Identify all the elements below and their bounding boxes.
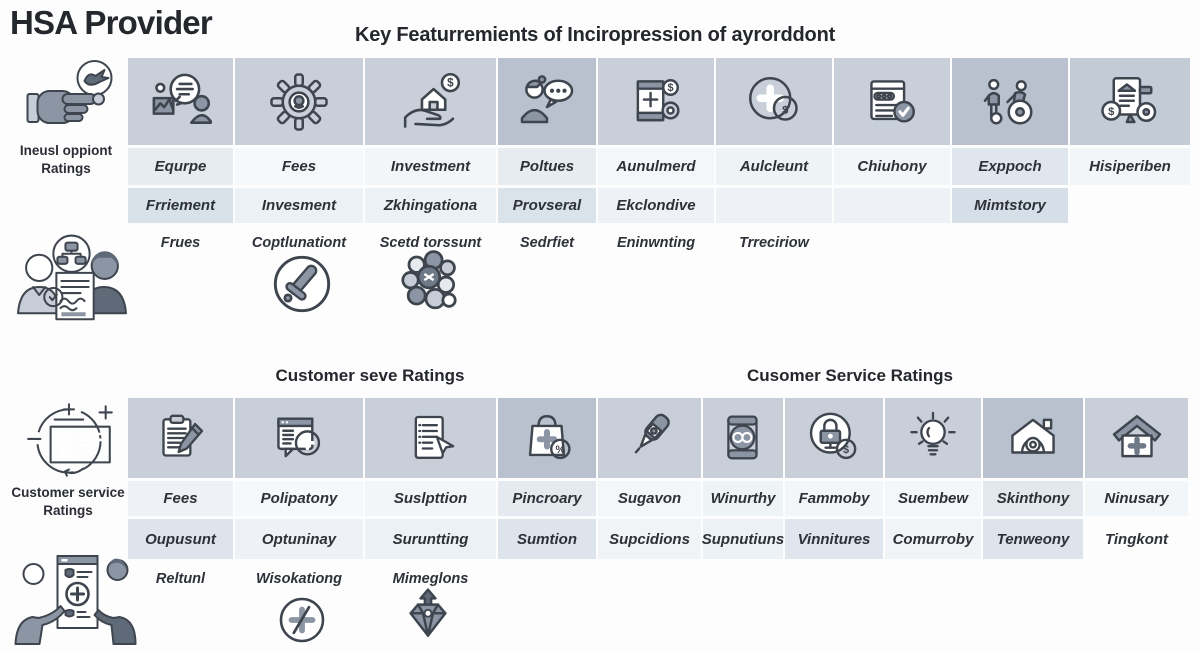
browser-check-icon: [834, 58, 950, 145]
svg-text:$: $: [667, 81, 674, 94]
feature-label: [703, 562, 783, 596]
bottom-feature-table: [128, 398, 1188, 596]
svg-text:%: %: [555, 444, 566, 457]
feature-label: Optuninay: [235, 519, 363, 559]
circle-cross-pen-icon: [274, 592, 330, 648]
bag-cross-coin-icon: [498, 398, 596, 478]
bottom-right-header: Cusomer Service Ratings: [747, 366, 953, 385]
window-plus-icon: [235, 398, 363, 478]
feature-label: [598, 562, 701, 596]
feature-label: Sedrfiet: [520, 234, 574, 251]
feature-label: Supnutiuns: [703, 519, 783, 559]
flower-cluster-icon: [392, 246, 466, 322]
svg-text:$: $: [782, 103, 789, 116]
feature-label: Aulcleunt: [716, 148, 832, 185]
feature-label: Provseral: [498, 188, 596, 223]
feature-label: Wisokationg: [255, 571, 343, 587]
feature-label: Exppoch: [952, 148, 1068, 185]
circle-lock-dollar-icon: [785, 398, 883, 478]
feature-label: Ninusary: [1085, 481, 1188, 516]
person-speech-icon: [498, 58, 596, 145]
feature-label: Fees: [235, 148, 363, 185]
house-document-wheel-icon: [1070, 58, 1190, 145]
top-header: Key Featurremients of Inciropression of ayrorddont: [354, 24, 836, 46]
feature-label: [1070, 226, 1190, 259]
feature-label: [834, 226, 950, 259]
bottom-left-header: Customer seve Ratings: [275, 366, 465, 385]
house-camera-icon: [983, 398, 1083, 478]
feature-label: Frues: [160, 234, 201, 251]
circle-sword-icon: [270, 252, 334, 316]
id-card-crosshair-icon: [20, 400, 122, 484]
lightbulb-icon: [885, 398, 981, 478]
feature-label: Sugavon: [598, 481, 701, 516]
feature-label: Comurroby: [885, 519, 981, 559]
feature-label: [1085, 562, 1188, 596]
feature-label: [834, 188, 950, 223]
feature-label: [498, 562, 596, 596]
feature-label: Eninwnting: [616, 234, 696, 251]
list-cursor-icon: [365, 398, 496, 478]
feature-label: Tingkont: [1104, 530, 1169, 548]
feature-label: Ekclondive: [598, 188, 714, 223]
feature-label: Vinnitures: [785, 519, 883, 559]
circle-cross-coin-icon: [716, 58, 832, 145]
svg-text:$: $: [1108, 105, 1115, 118]
feature-label: Suruntting: [365, 519, 496, 559]
feature-label: Fammoby: [785, 481, 883, 516]
feature-label: Suslpttion: [365, 481, 496, 516]
feature-label: Skinthony: [983, 481, 1083, 516]
feature-label: [1070, 188, 1190, 223]
feature-label: [716, 188, 832, 223]
document-plus-coins-icon: [598, 58, 714, 145]
feature-label: Frriement: [128, 188, 233, 223]
hand-house-dollar-icon: [365, 58, 496, 145]
feature-label: Oupusunt: [128, 519, 233, 559]
clipboard-pencil-icon: [128, 398, 233, 478]
card-faces-icon: [703, 398, 783, 478]
feature-label: Suembew: [885, 481, 981, 516]
feature-label: Coptlunationt: [251, 234, 347, 251]
feature-label: Mimtstory: [952, 188, 1068, 223]
feature-label: Invesment: [235, 188, 363, 223]
feature-label: Polipatony: [235, 481, 363, 516]
feature-label: Chiuhony: [834, 148, 950, 185]
people-tablet-plus-icon: [12, 550, 140, 650]
feature-label: [885, 562, 981, 596]
hand-gesture-badge-icon: [20, 58, 125, 144]
gear-icon: [235, 58, 363, 145]
feature-label: Fees: [128, 481, 233, 516]
medal-diamond-icon: [398, 586, 458, 648]
feature-label: Hisiperiben: [1070, 148, 1190, 185]
feature-label: Winurthy: [703, 481, 783, 516]
feature-label: Zkhingationa: [365, 188, 496, 223]
feature-label: [983, 562, 1083, 596]
feature-label: Supcidions: [598, 519, 701, 559]
feature-label: Tenweony: [983, 519, 1083, 559]
feature-label: Mimeglons: [392, 571, 469, 587]
feature-label: Trreciriow: [739, 234, 809, 251]
sidebar-top-label: Ineusl oppiont Ratings: [19, 143, 113, 177]
people-conversation-icon: [128, 58, 233, 145]
feature-label: Reltunl: [155, 571, 206, 587]
feature-label: Investment: [365, 148, 496, 185]
feature-label: Scetd torssunt: [379, 234, 482, 251]
feature-label: Equrpe: [128, 148, 233, 185]
house-cross-icon: [1085, 398, 1188, 478]
top-feature-table: [128, 58, 1190, 259]
page-title: HSA Provider: [10, 4, 212, 41]
feature-label: Sumtion: [498, 519, 596, 559]
marker-pen-icon: [598, 398, 701, 478]
feature-label: [952, 226, 1068, 259]
people-wheel-icon: [952, 58, 1068, 145]
feature-label: Poltues: [498, 148, 596, 185]
svg-text:$: $: [446, 76, 454, 89]
sidebar-bottom-label: Customer service Ratings: [11, 485, 125, 519]
svg-text:$: $: [843, 444, 850, 457]
feature-label: Aunulmerd: [598, 148, 714, 185]
feature-label: Pincroary: [498, 481, 596, 516]
feature-label: [785, 562, 883, 596]
people-document-check-icon: [14, 230, 130, 342]
